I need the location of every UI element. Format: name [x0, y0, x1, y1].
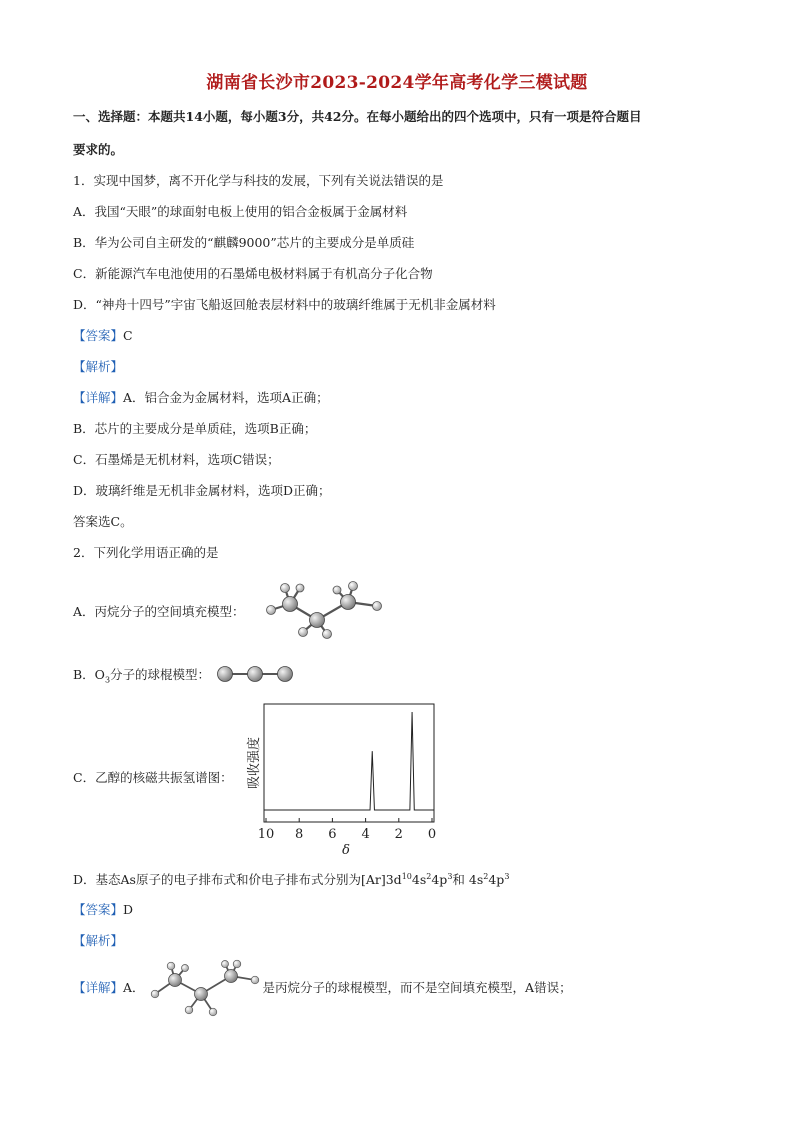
option-d-sup: 3 [447, 871, 453, 881]
q1-answer [73, 328, 133, 344]
detail-suffix: 是丙烷分子的球棍模型，而不是空间填充模型，A错误； [262, 980, 572, 995]
q2-option-b [73, 667, 210, 683]
option-b-prefix: B．O [73, 667, 105, 682]
q1-detail-a [73, 390, 329, 406]
nmr-spectrum-chart [240, 700, 440, 860]
detail-tag: 【详解】 [73, 980, 124, 995]
q1-option-b: B．华为公司自主研发的“麒麟9000”芯片的主要成分是单质硅 [73, 235, 415, 250]
o3-ball-stick-figure [215, 664, 295, 684]
q1-option-a: A．我国“天眼”的球面射电板上使用的铝合金板属于金属材料 [73, 204, 408, 219]
page-title: 湖南省长沙市2023-2024学年高考化学三模试题 [206, 73, 588, 93]
section-instructions-line2: 要求的。 [73, 142, 124, 157]
q1-option-c: C．新能源汽车电池使用的石墨烯电极材料属于有机高分子化合物 [73, 266, 433, 281]
option-d-text: 4p [488, 872, 505, 887]
answer-tag: 【答案】 [73, 328, 124, 343]
x-tick-label: 0 [427, 827, 437, 842]
q2-option-c: C．乙醇的核磁共振氢谱图： [73, 770, 233, 785]
q2-stem: 2．下列化学用语正确的是 [73, 545, 219, 560]
q2-answer [73, 902, 133, 918]
x-tick-label: 8 [295, 827, 304, 842]
q1-conclusion: 答案选C。 [73, 514, 133, 529]
option-b-subscript: 3 [104, 675, 111, 685]
q2-option-d [73, 872, 509, 888]
x-tick-label: 6 [328, 827, 337, 842]
q2-analysis-tag: 【解析】 [73, 933, 124, 948]
option-d-sup: 10 [401, 871, 412, 881]
detail-text: A．铝合金为金属材料，选项A正确； [123, 390, 329, 405]
detail-tag: 【详解】 [73, 390, 124, 405]
q1-option-d: D．“神舟十四号”宇宙飞船返回舱表层材料中的玻璃纤维属于无机非金属材料 [73, 297, 496, 312]
q1-detail-c: C．石墨烯是无机材料，选项C错误； [73, 452, 280, 467]
section-instructions-line1: 一、选择题：本题共14小题，每小题3分，共42分。在每小题给出的四个选项中，只有一项是符合题目 [73, 109, 642, 124]
option-d-text: 4s [411, 872, 427, 887]
x-tick-label: 4 [361, 827, 370, 842]
x-axis-label: δ [342, 843, 350, 858]
option-d-sup: 3 [504, 871, 510, 881]
plot-frame [264, 704, 434, 822]
answer-value: D [123, 902, 134, 917]
option-b-suffix: 分子的球棍模型： [110, 667, 211, 682]
propane-model-figure [255, 580, 385, 640]
option-d-sup: 2 [426, 871, 432, 881]
spectrum-trace [264, 712, 434, 810]
q1-analysis-tag: 【解析】 [73, 359, 124, 374]
q1-detail-d: D．玻璃纤维是无机非金属材料，选项D正确； [73, 483, 331, 498]
option-d-text: 和 4s [452, 872, 484, 887]
q2-option-a: A．丙烷分子的空间填充模型： [73, 604, 245, 619]
x-tick-label: 2 [394, 827, 403, 842]
option-d-sup: 2 [483, 871, 489, 881]
q1-detail-b: B．芯片的主要成分是单质硅，选项B正确； [73, 421, 317, 436]
answer-value: C [123, 328, 133, 343]
detail-prefix: A． [123, 980, 145, 995]
option-d-text: D．基态As原子的电子排布式和价电子排布式分别为[Ar]3d [73, 872, 402, 887]
option-d-text: 4p [431, 872, 448, 887]
x-tick-label: 10 [257, 827, 275, 842]
answer-tag: 【答案】 [73, 902, 124, 917]
propane-ball-stick-figure [145, 960, 263, 1018]
y-axis-label: 吸收强度 [247, 736, 262, 790]
q1-stem: 1．实现中国梦，离不开化学与科技的发展，下列有关说法错误的是 [73, 173, 444, 188]
